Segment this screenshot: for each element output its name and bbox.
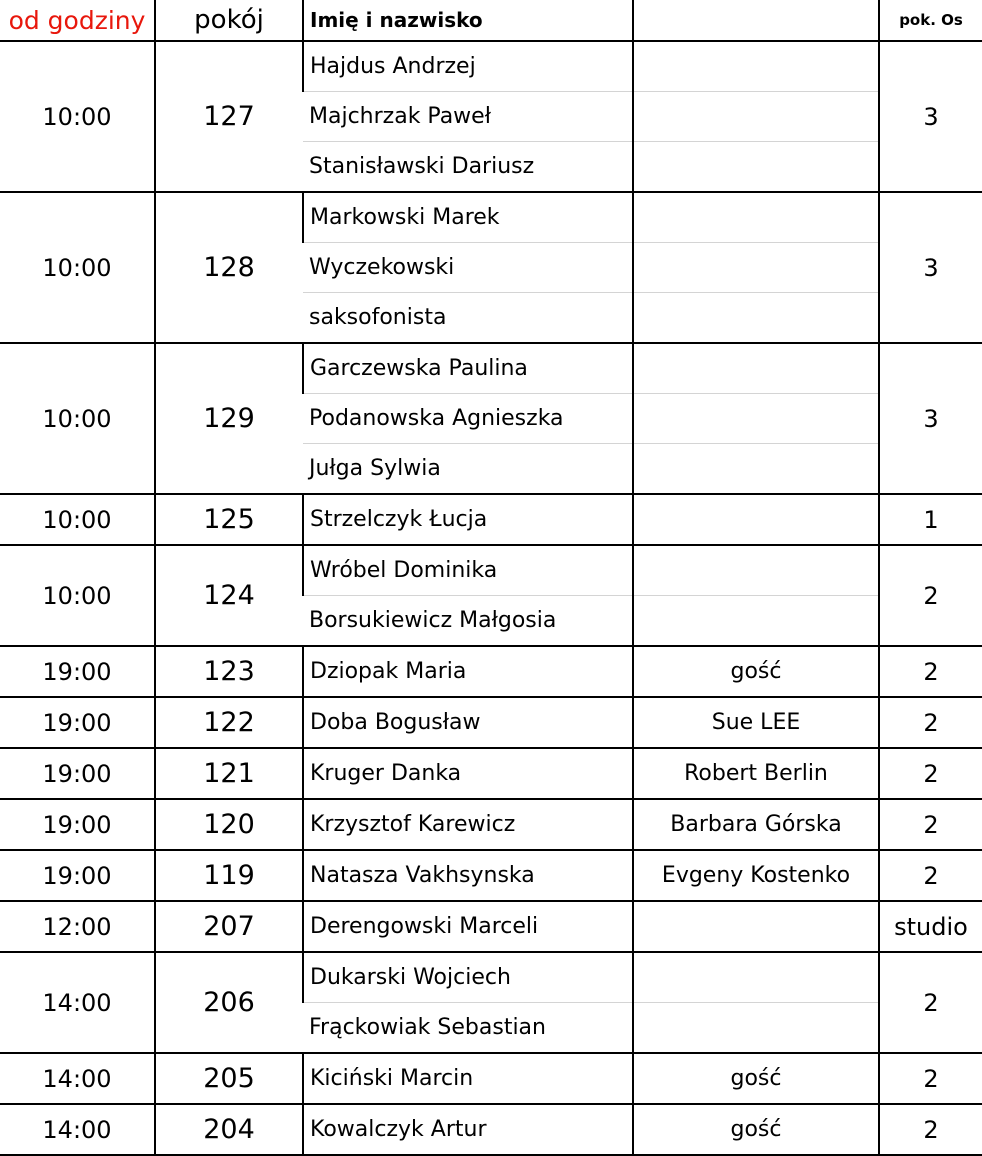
- cell-time: 19:00: [0, 748, 155, 799]
- cell-persons: 2: [879, 952, 982, 1053]
- table-row: [0, 343, 982, 394]
- cell-persons: 2: [879, 545, 982, 646]
- cell-room: 125: [155, 494, 303, 545]
- cell-name: Markowski Marek: [303, 192, 633, 243]
- cell-name: Kiciński Marcin: [303, 1053, 633, 1104]
- cell-time: 10:00: [0, 545, 155, 646]
- header-time: od godziny: [0, 0, 155, 41]
- table-row: [0, 799, 982, 850]
- header-name: Imię i nazwisko: [303, 0, 633, 41]
- cell-name: Borsukiewicz Małgosia: [303, 596, 633, 647]
- cell-name: Wyczekowski: [303, 243, 633, 293]
- cell-extra: [633, 293, 879, 344]
- cell-extra: [633, 92, 879, 142]
- cell-persons: 3: [879, 343, 982, 494]
- cell-name: Strzelczyk Łucja: [303, 494, 633, 545]
- cell-extra: [633, 41, 879, 92]
- cell-name: Derengowski Marceli: [303, 901, 633, 952]
- table-row: [0, 646, 982, 697]
- cell-name: Hajdus Andrzej: [303, 41, 633, 92]
- cell-extra: [633, 545, 879, 596]
- cell-name: Natasza Vakhsynska: [303, 850, 633, 901]
- cell-extra: Sue LEE: [633, 697, 879, 748]
- table-row: [0, 952, 982, 1003]
- table-row: [0, 1104, 982, 1155]
- cell-extra: [633, 1003, 879, 1054]
- cell-name: Dukarski Wojciech: [303, 952, 633, 1003]
- header-row: [0, 0, 982, 41]
- table-row: [0, 901, 982, 952]
- cell-extra: [633, 494, 879, 545]
- cell-name: Doba Bogusław: [303, 697, 633, 748]
- cell-persons: 2: [879, 646, 982, 697]
- cell-persons: 2: [879, 1104, 982, 1155]
- cell-room: 128: [155, 192, 303, 343]
- cell-room: 122: [155, 697, 303, 748]
- cell-extra: gość: [633, 1053, 879, 1104]
- cell-extra: [633, 444, 879, 495]
- cell-persons: 3: [879, 41, 982, 192]
- cell-extra: Barbara Górska: [633, 799, 879, 850]
- cell-time: 10:00: [0, 192, 155, 343]
- table-row: [0, 748, 982, 799]
- cell-time: 19:00: [0, 799, 155, 850]
- cell-name: Jułga Sylwia: [303, 444, 633, 495]
- cell-room: 205: [155, 1053, 303, 1104]
- cell-room: 129: [155, 343, 303, 494]
- cell-extra: Evgeny Kostenko: [633, 850, 879, 901]
- cell-extra: gość: [633, 646, 879, 697]
- cell-name: Frąckowiak Sebastian: [303, 1003, 633, 1054]
- cell-name: Kowalczyk Artur: [303, 1104, 633, 1155]
- cell-time: 19:00: [0, 646, 155, 697]
- table-row: [0, 192, 982, 243]
- table-row: [0, 41, 982, 92]
- cell-extra: [633, 343, 879, 394]
- cell-name: Podanowska Agnieszka: [303, 394, 633, 444]
- cell-extra: [633, 243, 879, 293]
- cell-name: Kruger Danka: [303, 748, 633, 799]
- cell-room: 123: [155, 646, 303, 697]
- cell-time: 19:00: [0, 697, 155, 748]
- cell-time: 10:00: [0, 343, 155, 494]
- table-row: [0, 850, 982, 901]
- cell-time: 10:00: [0, 41, 155, 192]
- cell-persons: 1: [879, 494, 982, 545]
- header-extra: [633, 0, 879, 41]
- header-room: pokój: [155, 0, 303, 41]
- cell-time: 14:00: [0, 1104, 155, 1155]
- cell-extra: [633, 596, 879, 647]
- cell-persons: 3: [879, 192, 982, 343]
- cell-name: Majchrzak Paweł: [303, 92, 633, 142]
- cell-room: 124: [155, 545, 303, 646]
- cell-extra: [633, 901, 879, 952]
- cell-persons: 2: [879, 748, 982, 799]
- cell-time: 14:00: [0, 952, 155, 1053]
- cell-extra: [633, 192, 879, 243]
- header-persons: pok. Os: [879, 0, 982, 41]
- table-row: [0, 1053, 982, 1104]
- cell-extra: [633, 142, 879, 193]
- cell-room: 207: [155, 901, 303, 952]
- cell-room: 206: [155, 952, 303, 1053]
- cell-name: Wróbel Dominika: [303, 545, 633, 596]
- cell-time: 10:00: [0, 494, 155, 545]
- cell-time: 14:00: [0, 1053, 155, 1104]
- cell-persons: 2: [879, 850, 982, 901]
- cell-name: Garczewska Paulina: [303, 343, 633, 394]
- cell-persons: 2: [879, 799, 982, 850]
- cell-room: 127: [155, 41, 303, 192]
- cell-name: Dziopak Maria: [303, 646, 633, 697]
- cell-extra: [633, 394, 879, 444]
- cell-room: 204: [155, 1104, 303, 1155]
- cell-name: Stanisławski Dariusz: [303, 142, 633, 193]
- cell-time: 12:00: [0, 901, 155, 952]
- cell-persons: 2: [879, 1053, 982, 1104]
- table-body: [0, 41, 982, 1155]
- cell-time: 19:00: [0, 850, 155, 901]
- cell-persons: studio: [879, 901, 982, 952]
- cell-name: Krzysztof Karewicz: [303, 799, 633, 850]
- cell-extra: [633, 952, 879, 1003]
- cell-persons: 2: [879, 697, 982, 748]
- cell-name: saksofonista: [303, 293, 633, 344]
- cell-extra: Robert Berlin: [633, 748, 879, 799]
- cell-room: 119: [155, 850, 303, 901]
- cell-room: 120: [155, 799, 303, 850]
- cell-room: 121: [155, 748, 303, 799]
- table-row: [0, 697, 982, 748]
- cell-extra: gość: [633, 1104, 879, 1155]
- table-row: [0, 494, 982, 545]
- table-row: [0, 545, 982, 596]
